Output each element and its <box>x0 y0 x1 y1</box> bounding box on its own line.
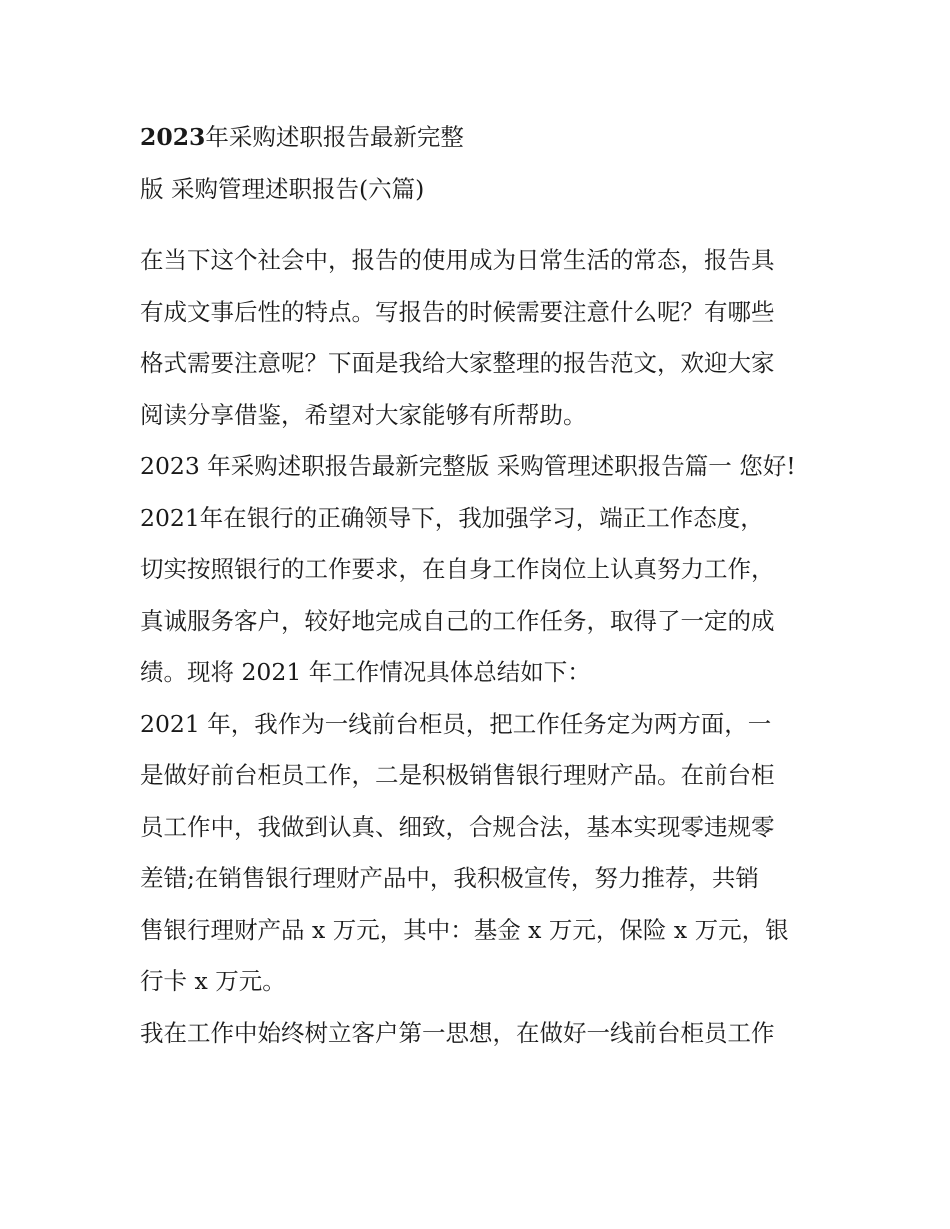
body-line: 阅读分享借鉴，希望对大家能够有所帮助。 <box>140 400 587 429</box>
body-line: 员工作中，我做到认真、细致，合规合法，基本实现零违规零 <box>140 812 775 841</box>
title-line-1 <box>140 112 815 164</box>
body-line: 格式需要注意呢？下面是我给大家整理的报告范文，欢迎大家 <box>140 349 775 377</box>
body-line: 差错;在销售银行理财产品中，我积极宣传，努力推荐，共销 <box>140 864 759 892</box>
body-line: 2021 年，我作为一线前台柜员，把工作任务定为两方面，一 <box>140 709 772 738</box>
title-line-2 <box>140 164 815 216</box>
document-page <box>140 112 815 1059</box>
title-text-2: 版 采购管理述职报告(六篇) <box>140 174 425 203</box>
body-line: 售银行理财产品 x 万元，其中：基金 x 万元，保险 x 万元，银 <box>140 915 789 944</box>
body-line: 是做好前台柜员工作，二是积极销售银行理财产品。在前台柜 <box>140 761 775 789</box>
body-line: 行卡 x 万元。 <box>140 967 286 995</box>
document-title <box>140 112 815 215</box>
body-line: 切实按照银行的工作要求，在自身工作岗位上认真努力工作， <box>140 555 775 583</box>
body-line: 我在工作中始终树立客户第一思想，在做好一线前台柜员工作 <box>140 1018 775 1047</box>
body-line: 在当下这个社会中，报告的使用成为日常生活的常态，报告具 <box>140 246 775 274</box>
body-line: 绩。现将 2021 年工作情况具体总结如下： <box>140 658 591 686</box>
title-year: 2023 <box>140 123 206 151</box>
body-line: 真诚服务客户，较好地完成自己的工作任务，取得了一定的成 <box>140 606 775 635</box>
body-line: 2023 年采购述职报告最新完整版 采购管理述职报告篇一 您好! <box>140 452 796 480</box>
body-line: 2021年在银行的正确领导下，我加强学习，端正工作态度， <box>140 503 764 532</box>
document-body <box>140 235 815 1059</box>
body-line: 有成文事后性的特点。写报告的时候需要注意什么呢？有哪些 <box>140 297 775 326</box>
title-text-1: 年采购述职报告最新完整 <box>205 123 464 151</box>
